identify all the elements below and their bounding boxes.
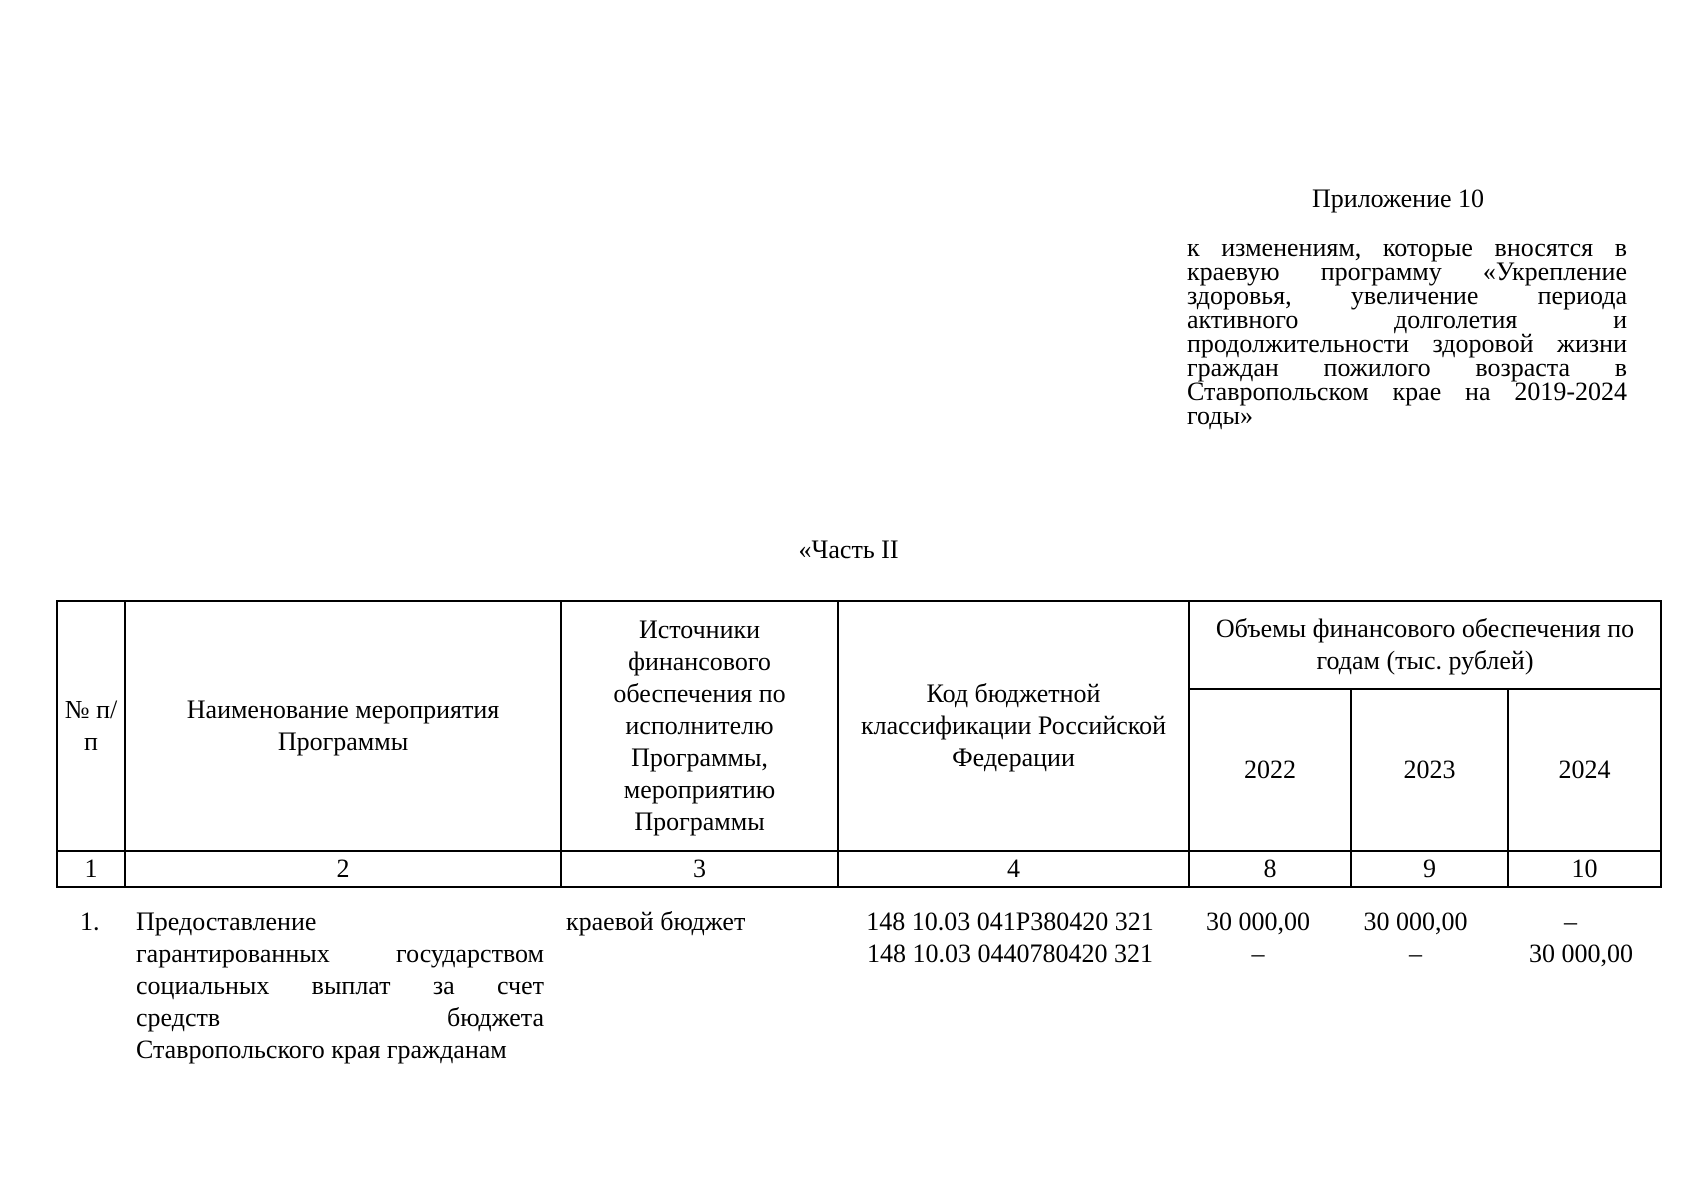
- event-name-line: средств бюджета: [136, 1003, 544, 1032]
- amount-value: 30 000,00: [1363, 907, 1468, 936]
- amount-value: –: [1251, 939, 1265, 968]
- header-volumes: Объемы финансового обеспечения по годам (тыс. рублей): [1189, 601, 1661, 689]
- header-year-2024: 2024: [1508, 689, 1661, 851]
- amount-value: 30 000,00: [1529, 939, 1633, 968]
- column-number: 9: [1351, 851, 1508, 887]
- event-name-line: социальных выплат за счет: [136, 971, 544, 1000]
- amount-2023: [1338, 906, 1493, 970]
- part-title: «Часть II: [798, 535, 899, 564]
- amount-value: –: [1409, 939, 1422, 968]
- event-name-line: Ставропольского края гражданам: [136, 1035, 507, 1064]
- budget-code-line: 148 10.03 0440780420 321: [867, 939, 1153, 968]
- event-name-line: Предоставление: [136, 907, 317, 936]
- amount-2024: [1493, 906, 1633, 970]
- header-num: № п/п: [57, 601, 125, 851]
- funding-table-header: [56, 600, 1662, 888]
- header-name: Наименование мероприятия Программы: [125, 601, 561, 851]
- appendix-text: к изменениям, которые вносятся в краевую программу «Укрепление здоровья, увеличение периода активного долголетия и продолжительности здоровой жизни граждан пожилого возраста в Ставропольском крае на 2019-2024 годы»: [1187, 233, 1627, 430]
- funding-source: краевой бюджет: [566, 907, 746, 936]
- row-number: 1.: [80, 907, 100, 936]
- event-name-line: гарантированных государством: [136, 939, 544, 968]
- header-code: Код бюджетной классификации Российской Федерации: [838, 601, 1189, 851]
- column-number: 1: [57, 851, 125, 887]
- column-number: 4: [838, 851, 1189, 887]
- header-year-2022: 2022: [1189, 689, 1351, 851]
- appendix-title: Приложение 10: [1312, 184, 1485, 213]
- column-number: 3: [561, 851, 838, 887]
- header-year-2023: 2023: [1351, 689, 1508, 851]
- amount-value: 30 000,00: [1206, 907, 1310, 936]
- column-number: 8: [1189, 851, 1351, 887]
- budget-code: [840, 906, 1180, 970]
- column-number: 10: [1508, 851, 1661, 887]
- header-source: Источники финансового обеспечения по исполнителю Программы, мероприятию Программы: [561, 601, 838, 851]
- budget-code-line: 148 10.03 041P380420 321: [866, 907, 1154, 936]
- event-name: [136, 906, 544, 1066]
- amount-value: –: [1564, 907, 1577, 936]
- column-number: 2: [125, 851, 561, 887]
- amount-2022: [1178, 906, 1338, 970]
